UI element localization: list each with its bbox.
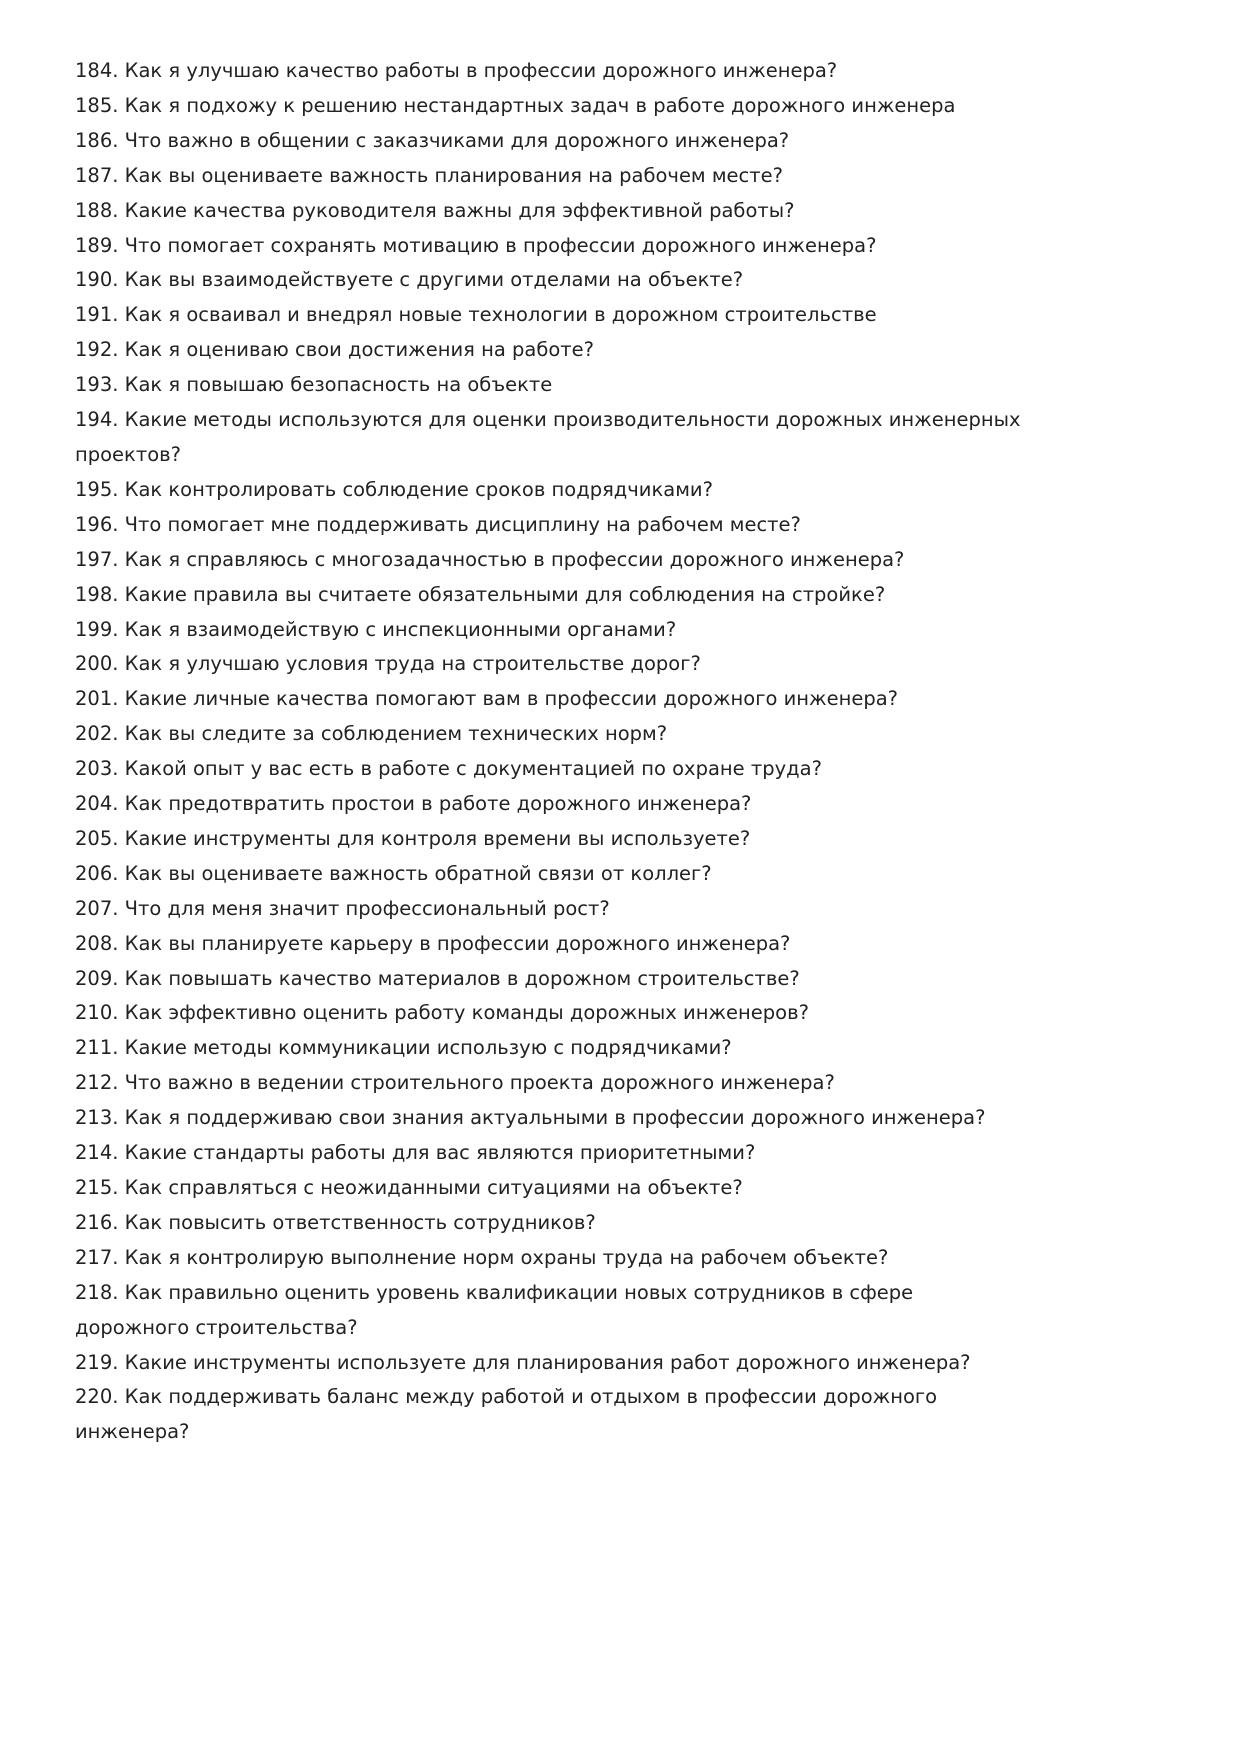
question-item: 201. Какие личные качества помогают вам в профессии дорожного инженера? xyxy=(75,687,899,711)
question-item: 200. Как я улучшаю условия труда на строительстве дорог? xyxy=(75,652,701,676)
question-item: 210. Как эффективно оценить работу команды дорожных инженеров? xyxy=(75,1001,809,1025)
question-item: 217. Как я контролирую выполнение норм охраны труда на рабочем объекте? xyxy=(75,1245,889,1269)
question-item: 203. Какой опыт у вас есть в работе с документацией по охране труда? xyxy=(75,757,822,781)
question-item: 195. Как контролировать соблюдение сроков подрядчиками? xyxy=(75,477,713,501)
question-item: 202. Как вы следите за соблюдением технических норм? xyxy=(75,722,668,746)
question-item: 196. Что помогает мне поддерживать дисциплину на рабочем месте? xyxy=(75,512,801,536)
question-item: 216. Как повысить ответственность сотрудников? xyxy=(75,1210,596,1234)
question-item: 194. Какие методы используются для оценки производительности дорожных инженерных проектов? xyxy=(75,408,1021,466)
question-item: 190. Как вы взаимодействуете с другими отделами на объекте? xyxy=(75,268,744,292)
question-item: 220. Как поддерживать баланс между работой и отдыхом в профессии дорожного инженера? xyxy=(75,1385,938,1444)
question-item: 205. Какие инструменты для контроля времени вы используете? xyxy=(75,826,751,850)
question-item: 211. Какие методы коммуникации использую с подрядчиками? xyxy=(75,1036,732,1060)
question-item: 219. Какие инструменты используете для планирования работ дорожного инженера? xyxy=(75,1350,971,1374)
question-item: 188. Какие качества руководителя важны для эффективной работы? xyxy=(75,198,795,222)
question-item: 187. Как вы оцениваете важность планирования на рабочем месте? xyxy=(75,163,783,187)
question-item: 192. Как я оцениваю свои достижения на работе? xyxy=(75,338,594,362)
question-item: 218. Как правильно оценить уровень квалификации новых сотрудников в сфере дорожного строительства? xyxy=(75,1280,914,1339)
question-item: 206. Как вы оцениваете важность обратной связи от коллег? xyxy=(75,861,712,885)
question-item: 215. Как справляться с неожиданными ситуациями на объекте? xyxy=(75,1176,743,1199)
question-item: 214. Какие стандарты работы для вас являются приоритетными? xyxy=(75,1141,756,1165)
question-item: 185. Как я подхожу к решению нестандартных задач в работе дорожного инженера xyxy=(75,93,956,117)
question-item: 199. Как я взаимодействую с инспекционными органами? xyxy=(75,617,677,641)
question-item: 189. Что помогает сохранять мотивацию в профессии дорожного инженера? xyxy=(75,233,877,257)
question-item: 191. Как я осваивал и внедрял новые технологии в дорожном строительстве xyxy=(75,303,877,327)
question-item: 208. Как вы планируете карьеру в профессии дорожного инженера? xyxy=(75,931,791,955)
question-item: 186. Что важно в общении с заказчиками для дорожного инженера? xyxy=(75,128,790,152)
question-item: 184. Как я улучшаю качество работы в профессии дорожного инженера? xyxy=(75,59,838,82)
question-item: 212. Что важно в ведении строительного проекта дорожного инженера? xyxy=(75,1071,835,1095)
question-item: 207. Что для меня значит профессиональный рост? xyxy=(75,896,610,920)
question-item: 204. Как предотвратить простои в работе дорожного инженера? xyxy=(75,792,752,816)
question-item: 197. Как я справляюсь с многозадачностью в профессии дорожного инженера? xyxy=(75,547,905,571)
question-list xyxy=(75,54,1033,1450)
question-item: 209. Как повышать качество материалов в дорожном строительстве? xyxy=(75,966,800,990)
question-item: 198. Какие правила вы считаете обязательными для соблюдения на стройке? xyxy=(75,582,886,606)
question-item: 213. Как я поддерживаю свои знания актуальными в профессии дорожного инженера? xyxy=(75,1106,986,1130)
question-item: 193. Как я повышаю безопасность на объекте xyxy=(75,373,553,397)
